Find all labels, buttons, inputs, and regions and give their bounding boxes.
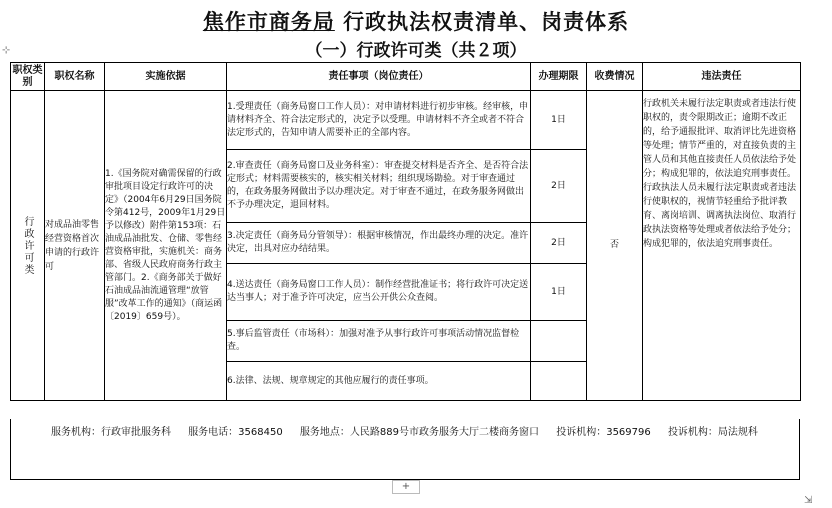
service-address: 服务地点：人民路889号市政务服务大厅二楼商务窗口	[299, 427, 540, 438]
service-agency: 服务机构：行政审批服务科	[51, 427, 171, 438]
table-resize-handle-icon[interactable]: ⇲	[804, 495, 813, 506]
header-category: 职权类别	[11, 63, 45, 91]
category-cell	[11, 91, 45, 401]
document-title	[0, 6, 832, 36]
title-rest: 行政执法权责清单、岗责体系	[334, 10, 630, 34]
duty-item: 4.送达责任（商务局窗口工作人员）：制作经营批准证书；将行政许可决定送达当事人；对于准予许可决定，应当公开供公众查阅。	[227, 264, 531, 321]
duty-item: 1.受理责任（商务局窗口工作人员）：对申请材料进行初步审核。经审核，申请材料齐全、符合法定形式的，决定予以受理。申请材料不齐全或者不符合法定形式的，告知申请人需要补正的全部内容。	[227, 91, 531, 150]
name-cell: 对成品油零售经营资格首次申请的行政许可	[45, 91, 105, 401]
deadline-cell	[531, 321, 587, 362]
basis-cell: 1.《国务院对确需保留的行政审批项目设定行政许可的决定》（2004年6月29日国务院令第412号，2009年1月29日予以修改）附件第153项：石油成品油批发、仓储、零售经营资格审批，实施机关：商务部、省级人民政府商务行政主管部门。2.《商务部关于做好石油成品油流通管理“放管服”改革工作的通知》（商运函〔2019〕659号）。	[105, 91, 227, 401]
deadline-cell: 1日	[531, 264, 587, 321]
header-liability: 违法责任	[643, 63, 801, 91]
header-deadline: 办理期限	[531, 63, 587, 91]
fee-cell: 否	[587, 91, 643, 401]
header-duties: 责任事项（岗位责任）	[227, 63, 531, 91]
table-move-handle-icon[interactable]: ⊹	[2, 45, 11, 56]
header-name: 职权名称	[45, 63, 105, 91]
title-agency: 焦作市商务局	[202, 10, 335, 34]
service-phone: 服务电话：3568450	[188, 427, 283, 438]
duty-item: 5.事后监管责任（市场科）：加强对准予从事行政许可事项活动情况监督检查。	[227, 321, 531, 362]
table-row	[11, 91, 801, 150]
add-row-plus-icon[interactable]: +	[392, 480, 420, 494]
deadline-cell: 2日	[531, 150, 587, 223]
document-subtitle: （一）行政许可类（共２项）	[305, 41, 527, 61]
complaint-agency: 投诉机构：3569796	[556, 427, 651, 438]
service-info-line	[51, 423, 772, 438]
table-header-row	[11, 63, 801, 91]
deadline-cell	[531, 362, 587, 401]
deadline-cell: 2日	[531, 223, 587, 264]
duty-item: 3.决定责任（商务局分管领导）：根据审核情况，作出最终办理的决定。准许决定，出具对应办结结果。	[227, 223, 531, 264]
deadline-cell: 1日	[531, 91, 587, 150]
duty-table	[10, 62, 801, 401]
duty-item: 2.审查责任（商务局窗口及业务科室）：审查提交材料是否齐全、是否符合法定形式；材料需要核实的，核实相关材料；组织现场勘验。对于审查通过的，在政务服务网做出予以办理决定。对于审查不通过，在政务服务网做出不予办理决定，退回材料。	[227, 150, 531, 223]
duty-item: 6.法律、法规、规章规定的其他应履行的责任事项。	[227, 362, 531, 401]
header-basis: 实施依据	[105, 63, 227, 91]
complaint-dept: 投诉机构：局法规科	[667, 427, 758, 438]
category-text: 行政许可类	[22, 215, 33, 276]
service-info-footer	[10, 419, 800, 480]
liability-cell: 行政机关未履行法定职责或者违法行使职权的，责令限期改正；逾期不改正的，给予通报批评、取消评比先进资格等处理；情节严重的，对直接负责的主管人员和其他直接责任人员依法给予处分；构成犯罪的，依法追究刑事责任。行政执法人员未履行法定职责或者违法行使职权的，视情节轻重给予批评教育、离岗培训、调离执法岗位、取消行政执法资格等处理或者依法给予处分；构成犯罪的，依法追究刑事责任。	[643, 91, 801, 401]
header-fee: 收费情况	[587, 63, 643, 91]
